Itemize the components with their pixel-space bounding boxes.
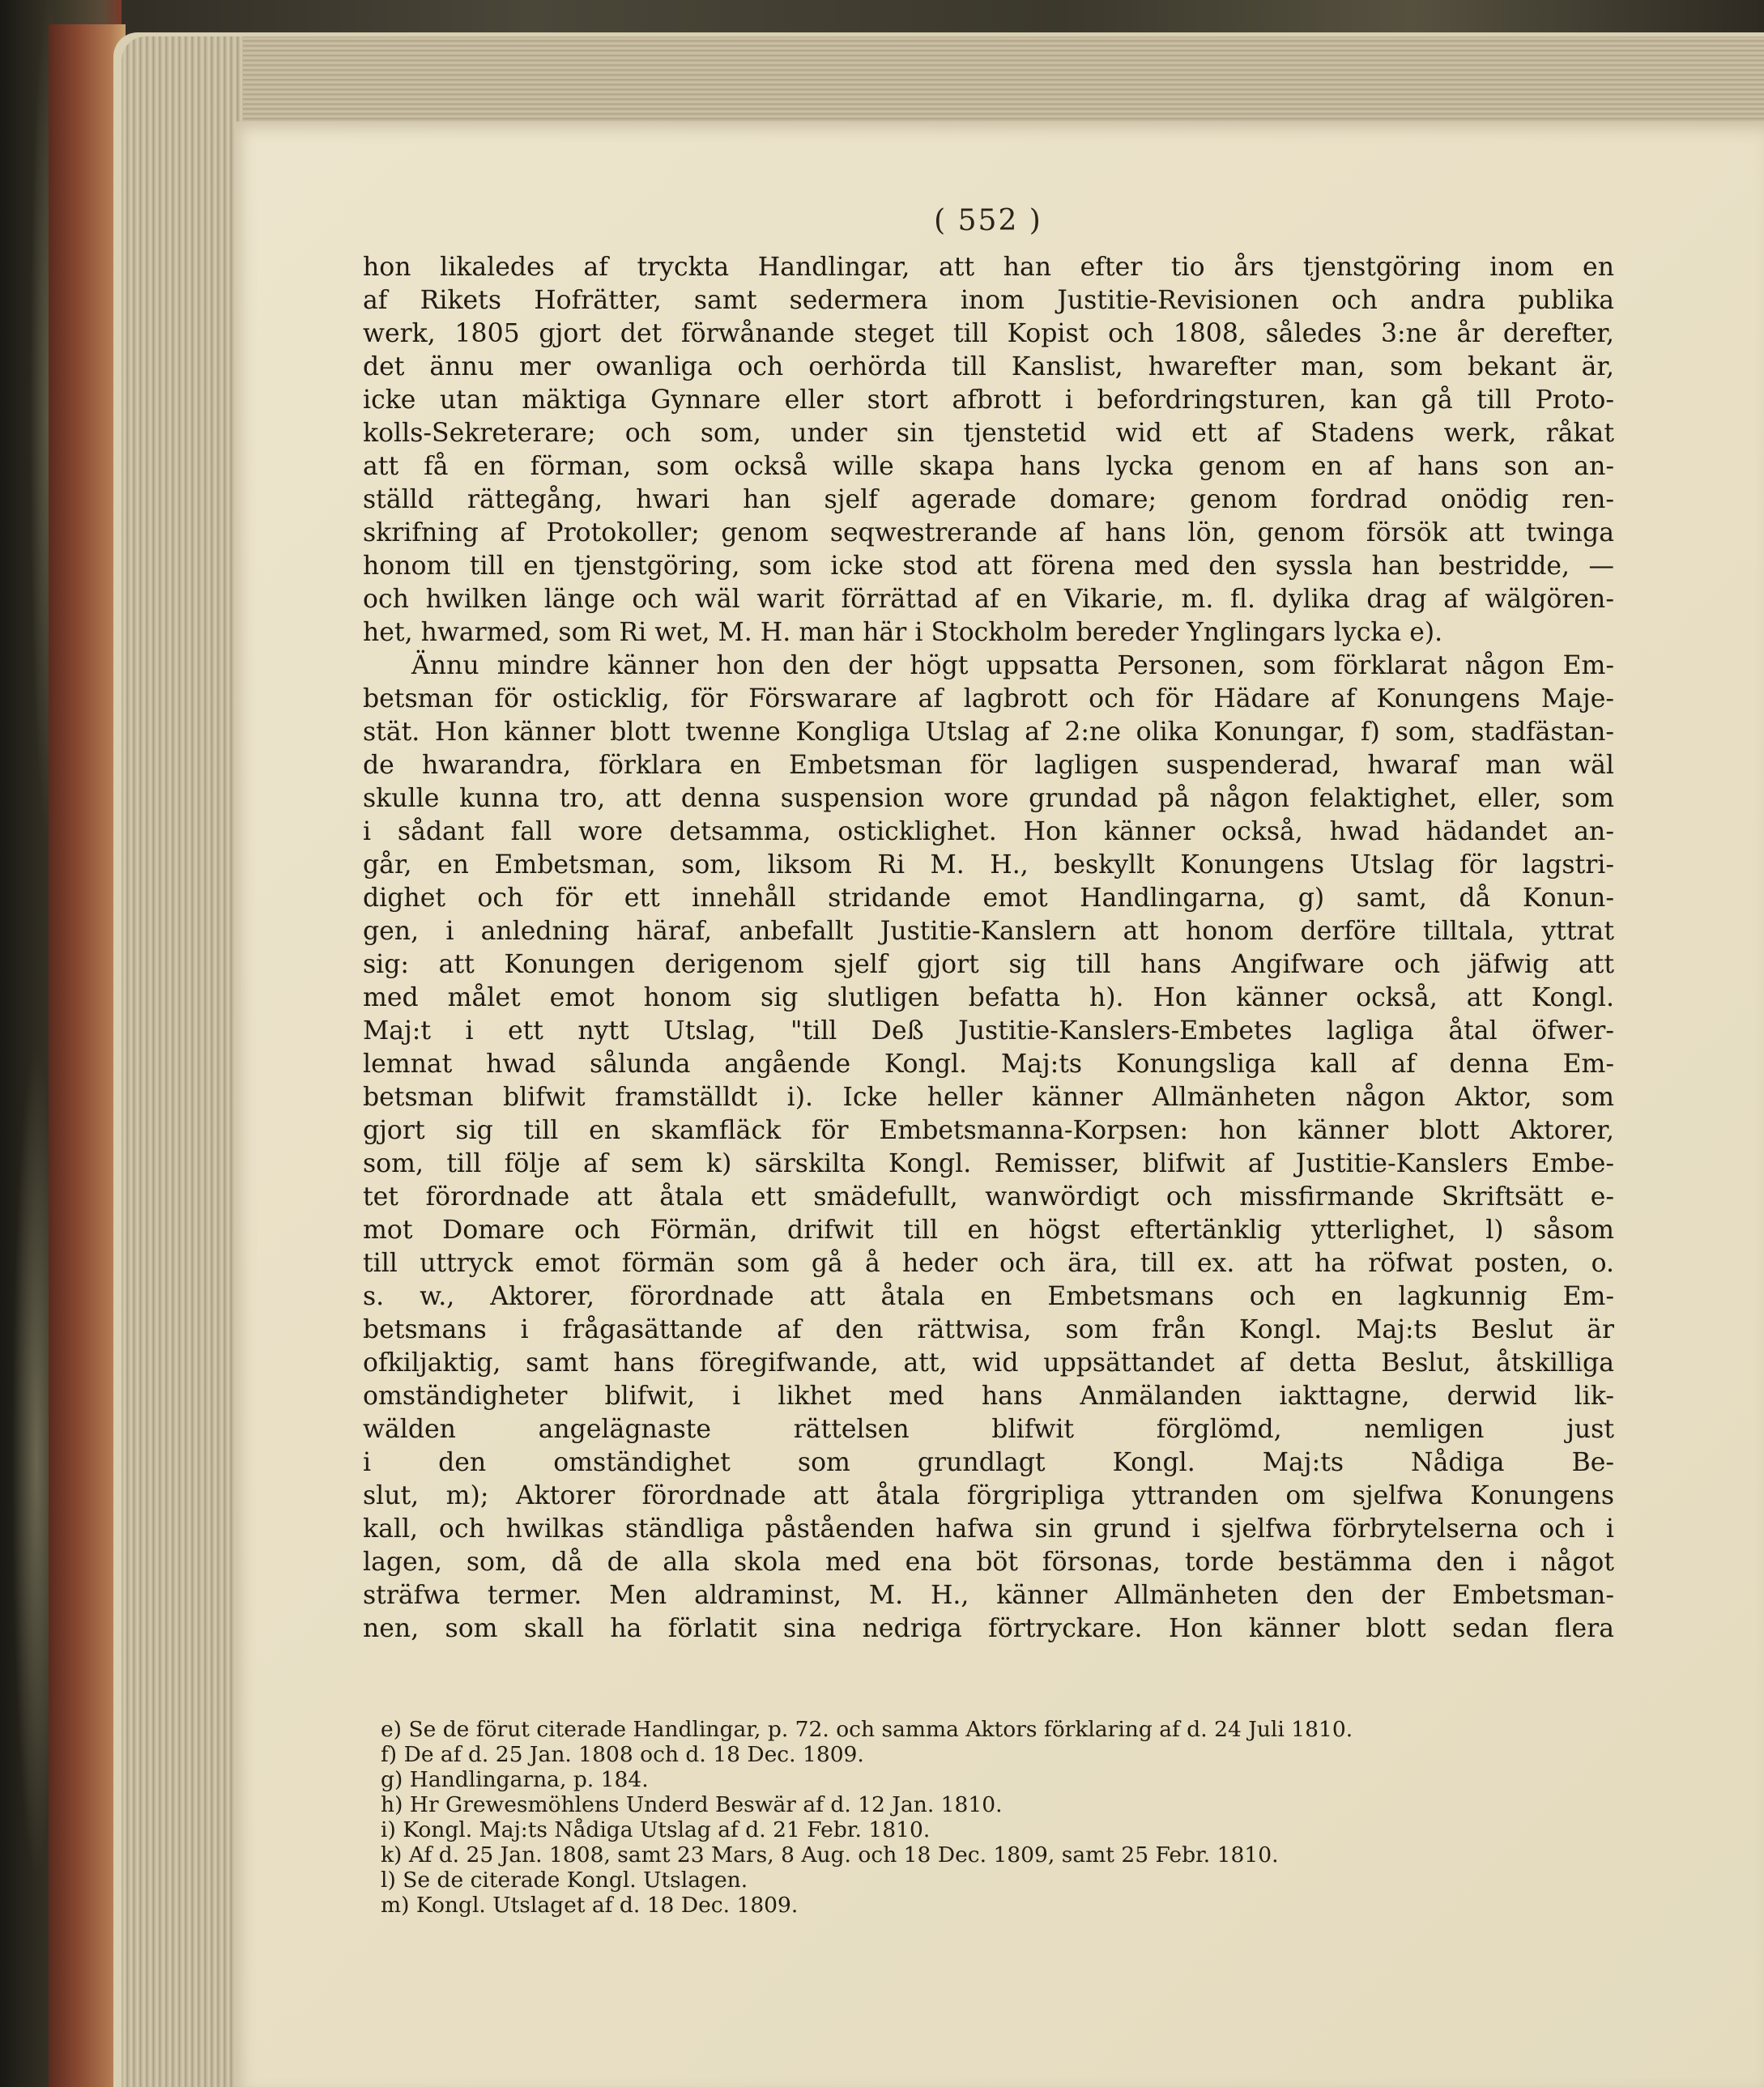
body-line: lagen, som, då de alla skola med ena böt försonas, torde bestämma den i något bbox=[363, 1548, 1614, 1577]
footnote: l) Se de citerade Kongl. Utslagen. bbox=[381, 1868, 748, 1893]
body-line: slut, m); Aktorer förordnade att åtala förgripliga yttranden om sjelfwa Konungens bbox=[363, 1481, 1614, 1510]
body-line: i sådant fall wore detsamma, osticklighet. Hon känner också, hwad hädandet an- bbox=[363, 817, 1614, 846]
body-line bbox=[363, 1646, 1614, 1679]
body-line: mot Domare och Förmän, drifwit till en högst eftertänklig ytterlighet, l) såsom bbox=[363, 1216, 1614, 1245]
body-line: wälden angelägnaste rättelsen blifwit förglömd, nemligen just bbox=[363, 1415, 1614, 1444]
footnote: e) Se de förut citerade Handlingar, p. 72. och samma Aktors förklaring af d. 24 Juli 1810. bbox=[381, 1717, 1353, 1742]
body-line: nen, som skall ha förlatit sina nedriga förtryckare. Hon känner blott sedan flera bbox=[363, 1614, 1614, 1643]
page-edges-left bbox=[121, 36, 243, 2087]
body-line: ställd rättegång, hwari han sjelf agerade domare; genom fordrad onödig ren- bbox=[363, 485, 1614, 514]
body-line: de hwarandra, förklara en Embetsman för lagligen suspenderad, hwaraf man wäl bbox=[363, 751, 1614, 780]
body-line: i den omständighet som grundlagt Kongl. Maj:ts Nådiga Be- bbox=[363, 1448, 1614, 1477]
body-line: betsmans i frågasättande af den rättwisa, som från Kongl. Maj:ts Beslut är bbox=[363, 1315, 1614, 1344]
body-line: werk, 1805 gjort det förwånande steget till Kopist och 1808, således 3:ne år derefter, bbox=[363, 319, 1614, 348]
body-line: dighet och för ett innehåll stridande emot Handlingarna, g) samt, då Konun- bbox=[363, 884, 1614, 913]
body-line: sträfwa termer. Men aldraminst, M. H., känner Allmänheten den der Embetsman- bbox=[363, 1581, 1614, 1610]
body-line: går, en Embetsman, som, liksom Ri M. H., beskyllt Konungens Utslag för lagstri- bbox=[363, 850, 1614, 880]
body-line: s. w., Aktorer, förordnade att åtala en Embetsmans och en lagkunnig Em- bbox=[363, 1282, 1614, 1311]
body-line: honom till en tjenstgöring, som icke stod att förena med den syssla han bestridde, — bbox=[363, 552, 1614, 581]
body-line: att få en förman, som också wille skapa hans lycka genom en af hans son an- bbox=[363, 452, 1614, 481]
footnote: g) Handlingarna, p. 184. bbox=[381, 1767, 649, 1792]
body-line: som, till följe af sem k) särskilta Kongl. Remisser, blifwit af Justitie-Kanslers Embe- bbox=[363, 1149, 1614, 1178]
body-line: icke utan mäktiga Gynnare eller stort afbrott i befordringsturen, kan gå till Proto- bbox=[363, 385, 1614, 415]
page-edges-top bbox=[121, 36, 1764, 130]
body-text bbox=[363, 251, 1614, 1679]
body-line: betsman för osticklig, för Förswarare af lagbrott och för Hädare af Konungens Maje- bbox=[363, 684, 1614, 713]
body-line: skulle kunna tro, att denna suspension wore grundad på någon felaktighet, eller, som bbox=[363, 784, 1614, 813]
body-line: Maj:t i ett nytt Utslag, "till Deß Justitie-Kanslers-Embetes lagliga åtal öfwer- bbox=[363, 1016, 1614, 1046]
footnotes bbox=[381, 1717, 1515, 1918]
body-line: sig: att Konungen derigenom sjelf gjort sig till hans Angifware och jäfwig att bbox=[363, 950, 1614, 979]
body-line: af Rikets Hofrätter, samt sedermera inom Justitie-Revisionen och andra publika bbox=[363, 286, 1614, 315]
body-line: stät. Hon känner blott twenne Kongliga Utslag af 2:ne olika Konungar, f) som, stadfästan- bbox=[363, 718, 1614, 747]
body-line: till uttryck emot förmän som gå å heder och ära, till ex. att ha röfwat posten, o. bbox=[363, 1249, 1614, 1278]
footnote: f) De af d. 25 Jan. 1808 och d. 18 Dec. 1809. bbox=[381, 1742, 864, 1767]
body-line: het, hwarmed, som Ri wet, M. H. man här i Stockholm bereder Ynglingars lycka e). bbox=[363, 618, 1443, 647]
body-line: kall, och hwilkas ständliga påståenden hafwa sin grund i sjelfwa förbrytelserna och i bbox=[363, 1514, 1614, 1544]
body-line: tet förordnade att åtala ett smädefullt, wanwördigt och missfirmande Skriftsätt e- bbox=[363, 1182, 1614, 1212]
body-line: med målet emot honom sig slutligen befatta h). Hon känner också, att Kongl. bbox=[363, 983, 1614, 1012]
body-line: Ännu mindre känner hon den der högt uppsatta Personen, som förklarat någon Em- bbox=[411, 651, 1614, 680]
body-line: betsman blifwit framställdt i). Icke heller känner Allmänheten någon Aktor, som bbox=[363, 1083, 1614, 1112]
footnote: m) Kongl. Utslaget af d. 18 Dec. 1809. bbox=[381, 1893, 799, 1918]
footnote: i) Kongl. Maj:ts Nådiga Utslag af d. 21 Febr. 1810. bbox=[381, 1817, 931, 1842]
body-line: kolls-Sekreterare; och som, under sin tjenstetid wid ett af Stadens werk, råkat bbox=[363, 419, 1614, 448]
body-line: ofkiljaktig, samt hans föregifwande, att, wid uppsättandet af detta Beslut, åtskilliga bbox=[363, 1348, 1614, 1378]
body-line: lemnat hwad sålunda angående Kongl. Maj:ts Konungsliga kall af denna Em- bbox=[363, 1050, 1614, 1079]
body-line: det ännu mer owanliga och oerhörda till Kanslist, hwarefter man, som bekant är, bbox=[363, 352, 1614, 381]
body-line: gen, i anledning häraf, anbefallt Justitie-Kanslern att honom derföre tilltala, yttrat bbox=[363, 917, 1614, 946]
body-line: skrifning af Protokoller; genom seqwestrerande af hans lön, genom försök att twinga bbox=[363, 518, 1614, 547]
page-number: ( 552 ) bbox=[934, 204, 1042, 237]
body-line: hon likaledes af tryckta Handlingar, att han efter tio års tjenstgöring inom en bbox=[363, 253, 1614, 282]
body-line: och hwilken länge och wäl warit förrättad af en Vikarie, m. fl. dylika drag af wälgören- bbox=[363, 585, 1614, 614]
body-line: omständigheter blifwit, i likhet med hans Anmälanden iakttagne, derwid lik- bbox=[363, 1382, 1614, 1411]
body-line: gjort sig till en skamfläck för Embetsmanna-Korpsen: hon känner blott Aktorer, bbox=[363, 1116, 1614, 1145]
footnote: h) Hr Grewesmöhlens Underd Beswär af d. 12 Jan. 1810. bbox=[381, 1792, 1003, 1817]
footnote: k) Af d. 25 Jan. 1808, samt 23 Mars, 8 Aug. och 18 Dec. 1809, samt 25 Febr. 1810. bbox=[381, 1842, 1279, 1868]
